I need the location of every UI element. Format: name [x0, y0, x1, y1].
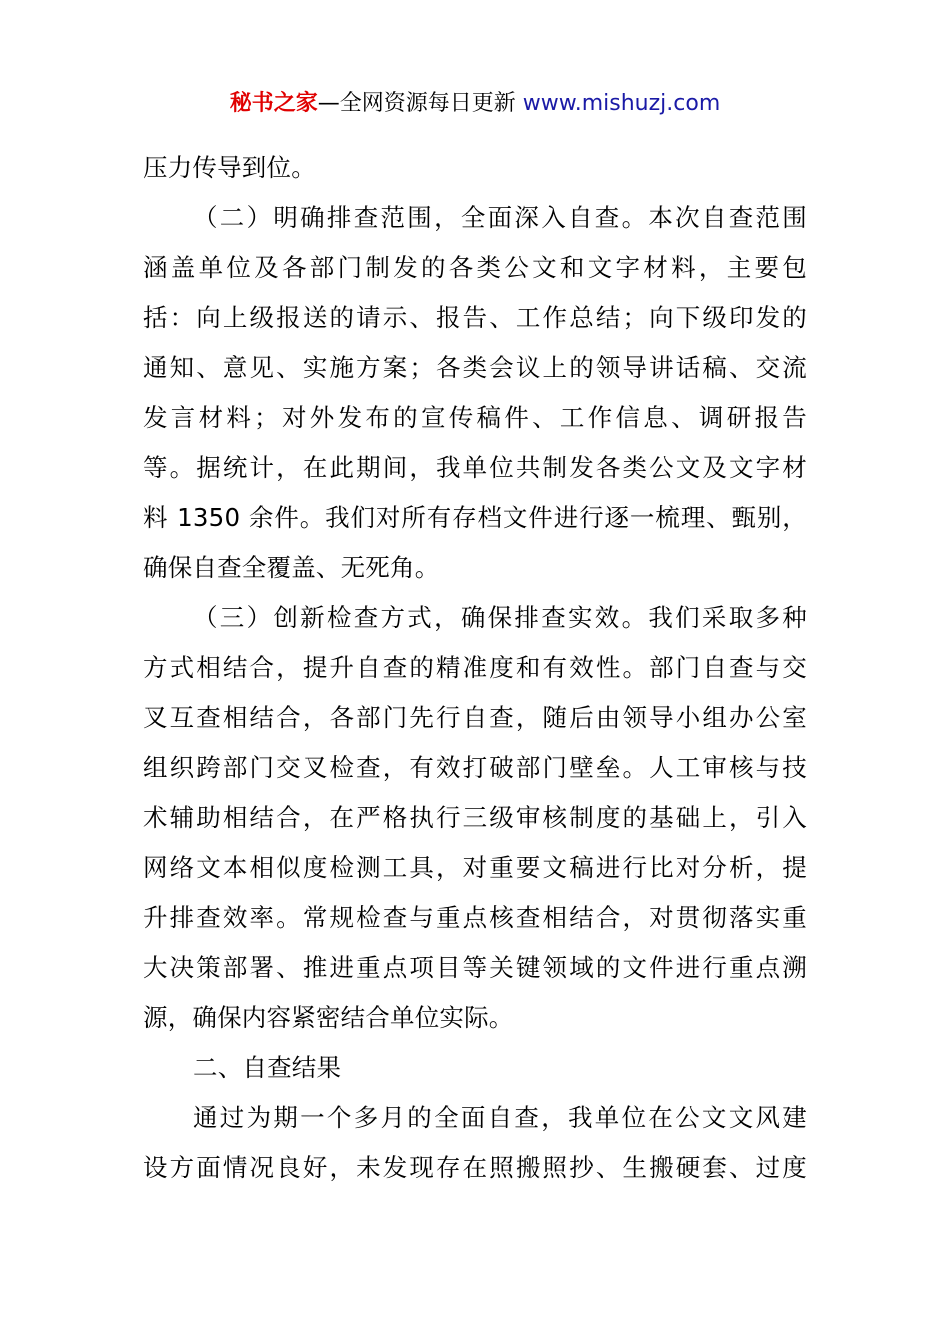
body-line: 压力传导到位。 — [143, 153, 316, 182]
body-line: 源，确保内容紧密结合单位实际。 — [143, 1003, 514, 1032]
header-url-link[interactable]: www.mishuzj.com — [522, 91, 721, 116]
body-line: 组织跨部门交叉检查，有效打破部门壁垒。人工审核与技 — [143, 753, 807, 782]
body-line: （三）创新检查方式，确保排查实效。我们采取多种 — [193, 603, 807, 632]
header-tagline: —全网资源每日更新 — [317, 91, 523, 116]
body-line: 方式相结合，提升自查的精准度和有效性。部门自查与交 — [143, 653, 807, 682]
page-header — [0, 88, 950, 120]
body-line: 网络文本相似度检测工具，对重要文稿进行比对分析，提 — [143, 853, 807, 882]
body-line: 术辅助相结合，在严格执行三级审核制度的基础上，引入 — [143, 803, 807, 832]
body-line: 括：向上级报送的请示、报告、工作总结；向下级印发的 — [143, 303, 807, 332]
body-line: 叉互查相结合，各部门先行自查，随后由领导小组办公室 — [143, 703, 807, 732]
body-line: 升排查效率。常规检查与重点核查相结合，对贯彻落实重 — [143, 903, 807, 932]
body-line: 设方面情况良好，未发现存在照搬照抄、生搬硬套、过度 — [143, 1153, 807, 1182]
body-line: 发言材料；对外发布的宣传稿件、工作信息、调研报告 — [143, 403, 807, 432]
document-body — [143, 143, 807, 1193]
body-line: 大决策部署、推进重点项目等关键领域的文件进行重点溯 — [143, 953, 807, 982]
body-line: 等。据统计，在此期间，我单位共制发各类公文及文字材 — [143, 453, 807, 482]
body-line: 确保自查全覆盖、无死角。 — [143, 553, 440, 582]
body-line: 涵盖单位及各部门制发的各类公文和文字材料，主要包 — [143, 253, 807, 282]
body-line: 通过为期一个多月的全面自查，我单位在公文文风建 — [193, 1103, 807, 1132]
body-line: 通知、意见、实施方案；各类会议上的领导讲话稿、交流 — [143, 353, 807, 382]
section-heading: 二、自查结果 — [193, 1053, 342, 1082]
header-brand: 秘书之家 — [229, 91, 318, 116]
body-line: （二）明确排查范围，全面深入自查。本次自查范围 — [193, 203, 807, 232]
body-line: 料 1350 余件。我们对所有存档文件进行逐一梳理、甄别， — [143, 503, 807, 532]
